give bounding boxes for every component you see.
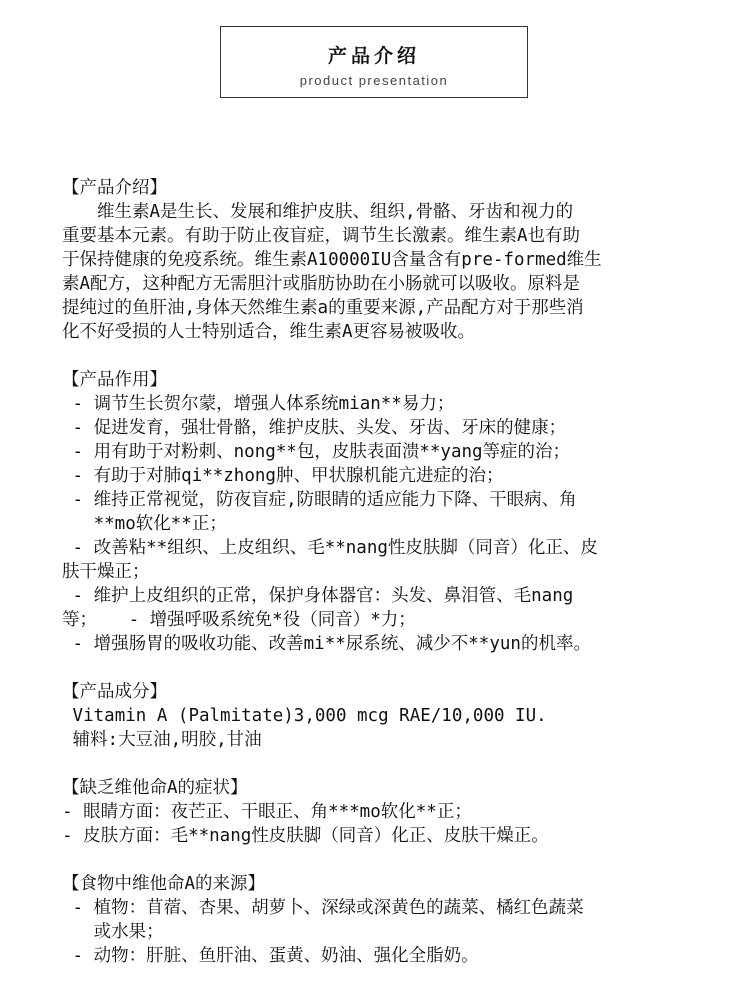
section-heading: 【缺乏维他命A的症状】: [62, 778, 248, 798]
text-line: Vitamin A (Palmitate)3,000 mcg RAE/10,000 IU.: [62, 706, 547, 726]
text-line: 辅料:大豆油,明胶,甘油: [62, 730, 262, 750]
page-title: 产品介绍: [327, 45, 420, 67]
text-line: 于保持健康的免疫系统。维生素A10000IU含量含有pre-formed维生: [62, 250, 602, 270]
list-item: **mo软化**正；: [62, 514, 227, 534]
page-subtitle: product presentation: [299, 73, 449, 88]
list-item: - 维护上皮组织的正常，保护身体器官：头发、鼻泪管、毛nang: [62, 586, 574, 606]
list-item: - 用有助于对粉刺、nong**包，皮肤表面溃**yang等症的治；: [62, 442, 571, 462]
section-deficiency: [62, 776, 662, 848]
list-item: - 改善粘**组织、上皮组织、毛**nang性皮肤脚（同音）化正、皮: [62, 538, 598, 558]
list-item: - 维持正常视觉，防夜盲症,防眼睛的适应能力下降、干眼病、角: [62, 490, 577, 510]
list-item: - 有助于对肺qi**zhong肿、甲状腺机能亢进症的治；: [62, 466, 504, 486]
list-item: 等； - 增强呼吸系统免*役（同音）*力；: [62, 610, 416, 630]
section-sources: [62, 872, 662, 968]
section-intro: [62, 176, 662, 344]
section-heading: 【产品作用】: [62, 370, 167, 390]
document-body: [62, 176, 662, 992]
text-line: 维生素A是生长、发展和维护皮肤、组织,骨骼、牙齿和视力的: [62, 202, 574, 222]
text-line: 重要基本元素。有助于防止夜盲症，调节生长激素。维生素A也有助: [62, 226, 581, 246]
text-line: 提纯过的鱼肝油,身体天然维生素a的重要来源,产品配方对于那些消: [62, 298, 584, 318]
list-item: - 促进发育，强壮骨骼，维护皮肤、头发、牙齿、牙床的健康；: [62, 418, 567, 438]
section-effects: [62, 368, 662, 656]
section-heading: 【食物中维他命A的来源】: [62, 874, 266, 894]
list-item: 肤干燥正；: [62, 562, 150, 582]
list-item: - 调节生长贺尔蒙，增强人体系统mian**易力；: [62, 394, 455, 414]
list-item: - 增强肠胃的吸收功能、改善mi**尿系统、减少不**yun的机率。: [62, 634, 591, 654]
list-item: - 皮肤方面：毛**nang性皮肤脚（同音）化正、皮肤干燥正。: [62, 826, 549, 846]
section-heading: 【产品成分】: [62, 682, 167, 702]
title-box: [220, 26, 528, 98]
text-line: 化不好受损的人士特别适合，维生素A更容易被吸收。: [62, 322, 476, 342]
list-item: - 动物：肝脏、鱼肝油、蛋黄、奶油、强化全脂奶。: [62, 946, 479, 966]
list-item: - 眼睛方面：夜芒正、干眼正、角***mo软化**正；: [62, 802, 472, 822]
list-item: 或水果；: [62, 922, 164, 942]
list-item: - 植物：苜蓿、杏果、胡萝卜、深绿或深黄色的蔬菜、橘红色蔬菜: [62, 898, 584, 918]
text-line: 素A配方，这种配方无需胆汁或脂肪协助在小肠就可以吸收。原料是: [62, 274, 581, 294]
section-ingredients: [62, 680, 662, 752]
section-heading: 【产品介绍】: [62, 178, 167, 198]
